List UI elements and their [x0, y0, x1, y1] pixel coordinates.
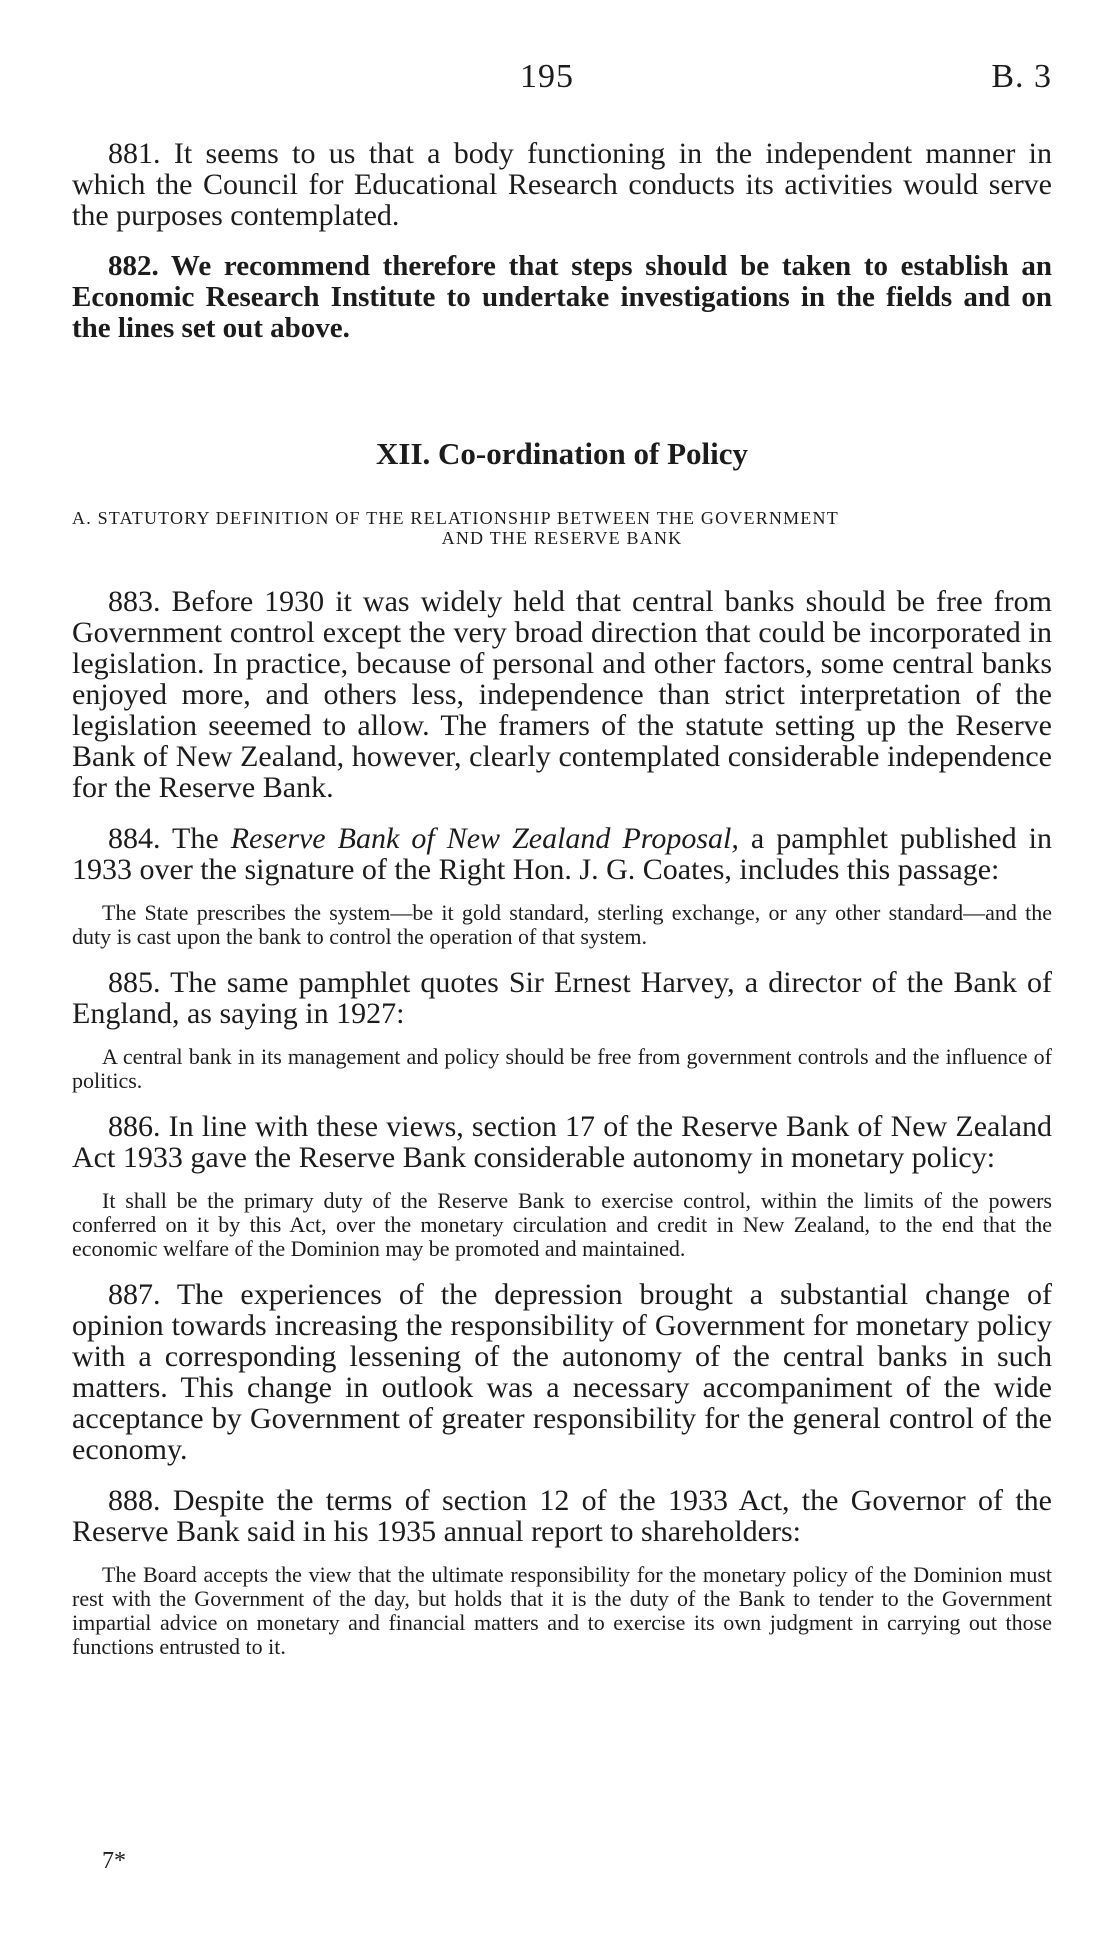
- paragraph-885: 885. The same pamphlet quotes Sir Ernest Harvey, a director of the Bank of England, as saying in 1927:: [72, 966, 1052, 1030]
- paragraph-882: 882. We recommend therefore that steps should be taken to establish an Economic Research Institute to undertake investigations in the fields and on the lines set out above.: [72, 250, 1052, 344]
- section-code: B. 3: [991, 58, 1052, 95]
- paragraph-887: 887. The experiences of the depression brought a substantial change of opinion towards increasing the responsibility of Government for monetary policy with a corresponding lessening of the autonomy of the central banks in such matters. This change in outlook was a necessary accompaniment of the wide acceptance by Government of greater responsibility for the general control of the economy.: [72, 1278, 1052, 1466]
- pamphlet-title: Reserve Bank of New Zealand Proposal,: [230, 822, 739, 855]
- quote-884: The State prescribes the system—be it gold standard, sterling exchange, or any other standard—and the duty is cast upon the bank to control the operation of that system.: [72, 900, 1052, 949]
- chapter-heading: XII. Co-ordination of Policy: [376, 436, 748, 471]
- paragraph-881: 881. It seems to us that a body functioning in the independent manner in which the Council for Educational Research conducts its activities would serve the purposes contemplated.: [72, 137, 1052, 232]
- section-subheading: [72, 508, 1052, 548]
- page-body: [72, 138, 1052, 1677]
- paragraph-884-suffix: a pamphlet published in 1933 over the signature of the Right Hon. J. G. Coates, includes this passage:: [72, 822, 1052, 886]
- subheading-line-1: A. STATUTORY DEFINITION OF THE RELATIONSHIP BETWEEN THE GOVERNMENT: [72, 508, 839, 528]
- paragraph-888: 888. Despite the terms of section 12 of the 1933 Act, the Governor of the Reserve Bank said in his 1935 annual report to shareholders:: [72, 1484, 1052, 1548]
- quote-886: It shall be the primary duty of the Reserve Bank to exercise control, within the limits of the powers conferred on it by this Act, over the monetary circulation and credit in New Zealand, to the end that the economic welfare of the Dominion may be promoted and maintained.: [72, 1188, 1052, 1261]
- subheading-line-2: AND THE RESERVE BANK: [441, 528, 683, 548]
- paragraph-886: 886. In line with these views, section 17 of the Reserve Bank of New Zealand Act 1933 gave the Reserve Bank considerable autonomy in monetary policy:: [72, 1110, 1052, 1174]
- page-number: 195: [520, 58, 574, 95]
- paragraph-884-prefix: 884. The: [108, 822, 231, 855]
- quote-885: A central bank in its management and policy should be free from government controls and the influence of politics.: [72, 1044, 1052, 1093]
- footer-signature-mark: 7*: [102, 1848, 126, 1874]
- paragraph-884: [72, 823, 1052, 885]
- quote-888: The Board accepts the view that the ultimate responsibility for the monetary policy of the Dominion must rest with the Government of the day, but holds that it is the duty of the Bank to tender to the Government impartial advice on monetary and financial matters and to exercise its own judgment in carrying out those functions entrusted to it.: [72, 1562, 1052, 1659]
- paragraph-883: 883. Before 1930 it was widely held that central banks should be free from Government control except the very broad direction that could be incorporated in legislation. In practice, because of personal and other factors, some central banks enjoyed more, and others less, independence than strict interpretation of the legislation seeemed to allow. The framers of the statute setting up the Reserve Bank of New Zealand, however, clearly contemplated considerable independence for the Reserve Bank.: [72, 585, 1052, 804]
